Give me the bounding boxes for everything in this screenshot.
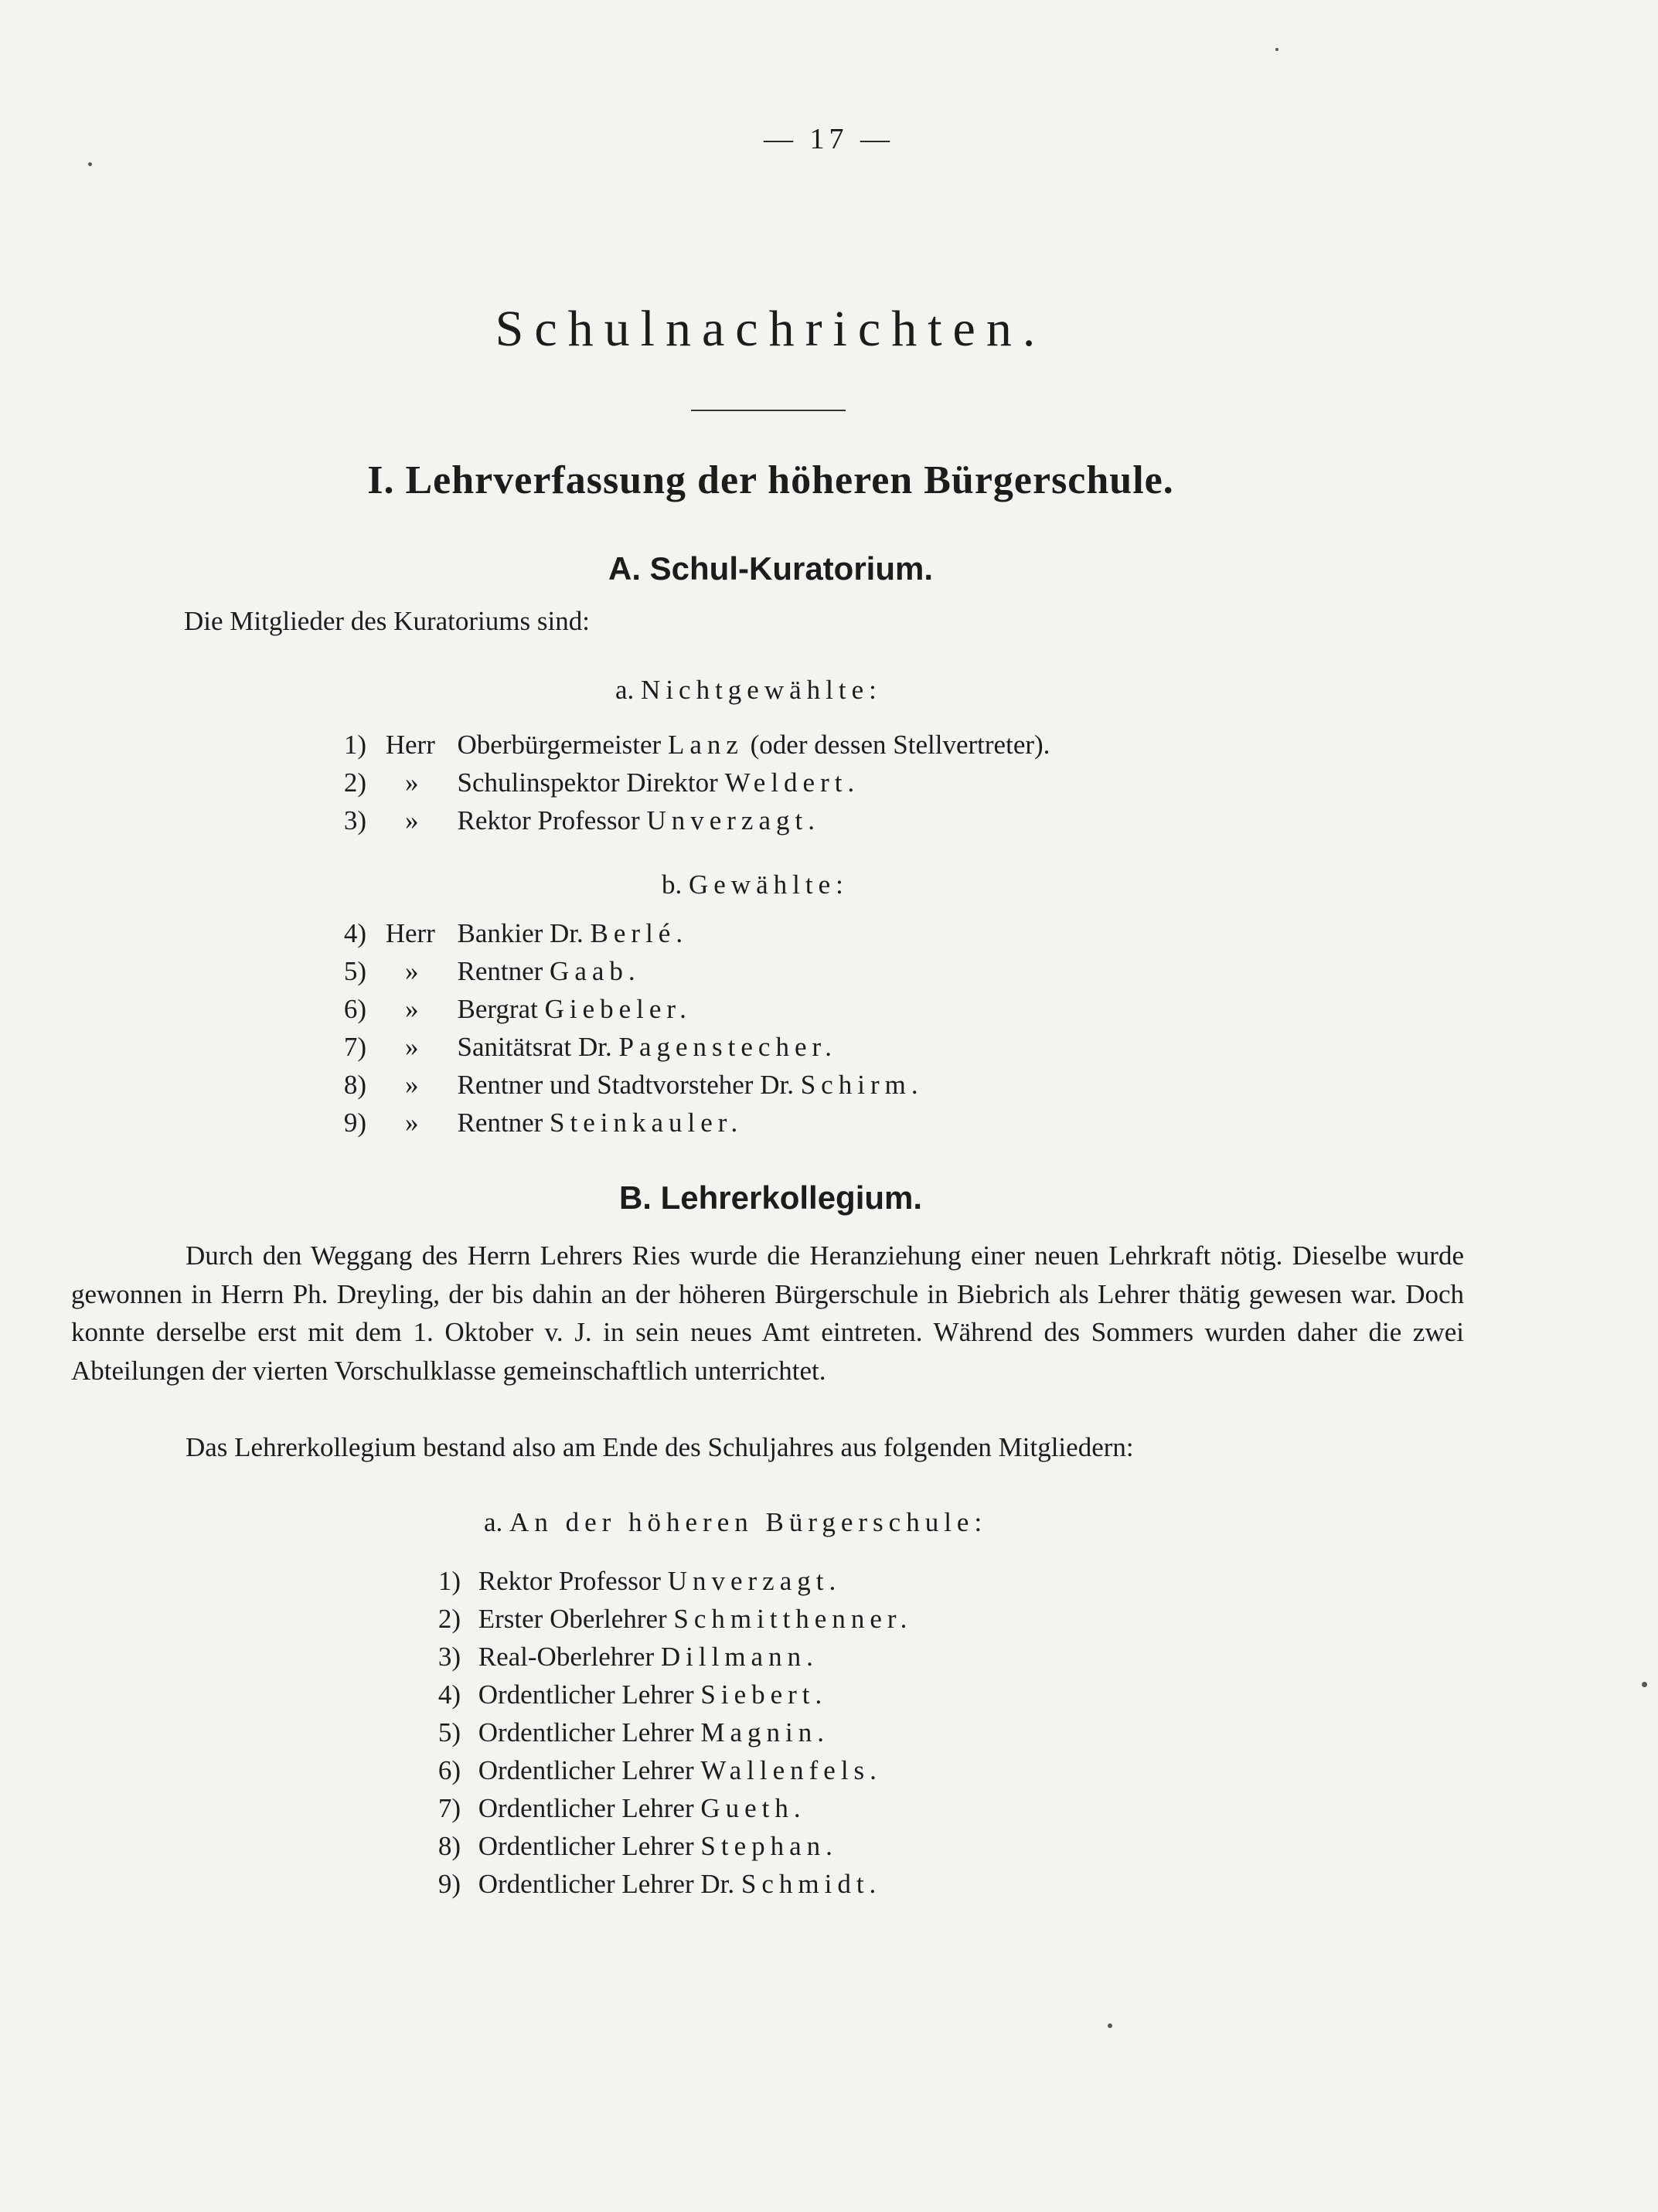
item-name: Wallenfels. [700, 1755, 882, 1785]
item-text: Rentner und Stadtvorsteher Dr. [457, 1070, 794, 1100]
group-b-label [662, 869, 849, 900]
item-text: Bankier Dr. [457, 918, 584, 948]
item-name: Pagenstecher. [618, 1032, 837, 1062]
list-item [332, 1109, 743, 1136]
item-suffix: (oder dessen Stellvertreter). [750, 730, 1050, 760]
paper-speck [1642, 1682, 1647, 1687]
item-name: Gaab. [550, 956, 641, 986]
list-item [427, 1757, 882, 1784]
item-text: Ordentlicher Lehrer [478, 1793, 694, 1823]
item-number: 5) [343, 956, 366, 986]
item-prefix: Herr [385, 730, 435, 760]
item-number: 7) [343, 1032, 366, 1062]
item-text: Bergrat [457, 994, 538, 1024]
item-name: Berlé. [590, 918, 689, 948]
list-item [332, 807, 820, 834]
item-number: 8) [343, 1070, 366, 1100]
item-number: 2) [343, 767, 366, 798]
item-name: Dillmann. [660, 1642, 819, 1672]
item-text: Oberbürgermeister [457, 730, 662, 760]
list-item [427, 1605, 912, 1632]
group-b-prefix: b. [662, 869, 683, 900]
item-number: 8) [437, 1831, 461, 1861]
list-item [332, 958, 641, 985]
item-text: Rektor Professor [478, 1566, 661, 1596]
item-number: 1) [343, 730, 366, 760]
section-B-heading: B. Lehrerkollegium. [618, 1179, 923, 1216]
paragraph-weggang [71, 1237, 1464, 1390]
item-number: 9) [343, 1108, 366, 1138]
group-b-title: Gewählte: [689, 869, 849, 900]
section-A-heading: A. Schul-Kuratorium. [608, 550, 934, 587]
item-prefix: » [405, 767, 419, 798]
item-text: Sanitätsrat Dr. [457, 1032, 612, 1062]
item-text: Ordentlicher Lehrer [478, 1755, 694, 1785]
item-name: Siebert. [700, 1679, 828, 1710]
item-name: Gueth. [700, 1793, 806, 1823]
item-text: Rentner [457, 956, 543, 986]
page-title: Schulnachrichten. [495, 301, 1047, 357]
list-item [332, 995, 692, 1023]
item-prefix: » [405, 1108, 419, 1138]
paragraph-kollegium [71, 1428, 1464, 1467]
group-teachers-title: An der höheren Bürgerschule: [509, 1507, 988, 1537]
item-prefix: » [405, 1032, 419, 1062]
item-number: 6) [437, 1755, 461, 1785]
list-item [332, 920, 688, 947]
item-number: 2) [437, 1604, 461, 1634]
item-name: Unverzagt. [646, 805, 820, 835]
item-name: Lanz [667, 730, 744, 760]
paper-speck [1275, 48, 1278, 51]
title-divider [691, 410, 846, 411]
kuratorium-intro: Die Mitglieder des Kuratoriums sind: [184, 606, 590, 636]
item-number: 3) [437, 1642, 461, 1672]
list-item [332, 769, 860, 796]
item-prefix: » [405, 805, 419, 835]
list-item [427, 1681, 827, 1708]
item-name: Steinkauler. [550, 1108, 744, 1138]
item-text: Real-Oberlehrer [478, 1642, 655, 1672]
item-number: 5) [437, 1717, 461, 1747]
item-name: Giebeler. [544, 994, 692, 1024]
list-item [427, 1719, 829, 1746]
list-item [427, 1643, 819, 1670]
item-number: 4) [437, 1679, 461, 1710]
group-teachers-prefix: a. [484, 1507, 503, 1537]
item-name: Weldert. [724, 767, 860, 798]
group-teachers-label [484, 1507, 987, 1538]
item-text: Ordentlicher Lehrer Dr. [478, 1869, 735, 1899]
item-prefix: » [405, 956, 419, 986]
group-a-title: Nichtgewählte: [641, 675, 882, 705]
list-item [427, 1795, 806, 1822]
list-item [427, 1833, 838, 1860]
item-name: Stephan. [700, 1831, 838, 1861]
item-number: 9) [437, 1869, 461, 1899]
item-number: 4) [343, 918, 366, 948]
item-name: Unverzagt. [667, 1566, 842, 1596]
item-text: Rentner [457, 1108, 543, 1138]
item-name: Schirm. [800, 1070, 924, 1100]
paper-speck [1108, 2023, 1112, 2028]
page-number: — 17 — [764, 123, 894, 155]
item-text: Ordentlicher Lehrer [478, 1831, 694, 1861]
item-number: 3) [343, 805, 366, 835]
item-text: Ordentlicher Lehrer [478, 1679, 694, 1710]
item-prefix: Herr [385, 918, 435, 948]
list-item [332, 731, 1050, 758]
item-prefix: » [405, 994, 419, 1024]
item-number: 7) [437, 1793, 461, 1823]
item-number: 6) [343, 994, 366, 1024]
item-prefix: » [405, 1070, 419, 1100]
item-name: Schmitthenner. [673, 1604, 913, 1634]
list-item [332, 1071, 924, 1098]
paragraph-1-text: Durch den Weggang des Herrn Lehrers Ries wurde die Heranziehung einer neuen Lehrkraft nötig. Dieselbe wurde gewonnen in Herrn Ph. Dreyling, der bis dahin an der höheren Bürgerschule in Biebrich als Lehrer thätig gewesen war. Doch konnte derselbe erst mit dem 1. Oktober v. J. in sein neues Amt eintreten. Während des Sommers wurden daher die zwei Abteilungen der vierten Vorschulklasse gemeinschaftlich unterrichtet. [71, 1240, 1464, 1386]
group-a-label [615, 675, 882, 706]
item-text: Schulinspektor Direktor [457, 767, 718, 798]
item-text: Erster Oberlehrer [478, 1604, 667, 1634]
list-item [427, 1567, 841, 1594]
list-item [427, 1870, 881, 1897]
list-item [332, 1033, 837, 1060]
item-name: Magnin. [700, 1717, 830, 1747]
item-text: Rektor Professor [457, 805, 640, 835]
group-a-prefix: a. [615, 675, 635, 705]
paragraph-2-text: Das Lehrerkollegium bestand also am Ende des Schuljahres aus folgenden Mitgliedern: [186, 1432, 1134, 1462]
item-name: Schmidt. [740, 1869, 882, 1899]
item-number: 1) [437, 1566, 461, 1596]
section-I-heading: I. Lehrverfassung der höheren Bürgerschule. [367, 458, 1174, 502]
paper-speck [88, 162, 92, 166]
item-text: Ordentlicher Lehrer [478, 1717, 694, 1747]
